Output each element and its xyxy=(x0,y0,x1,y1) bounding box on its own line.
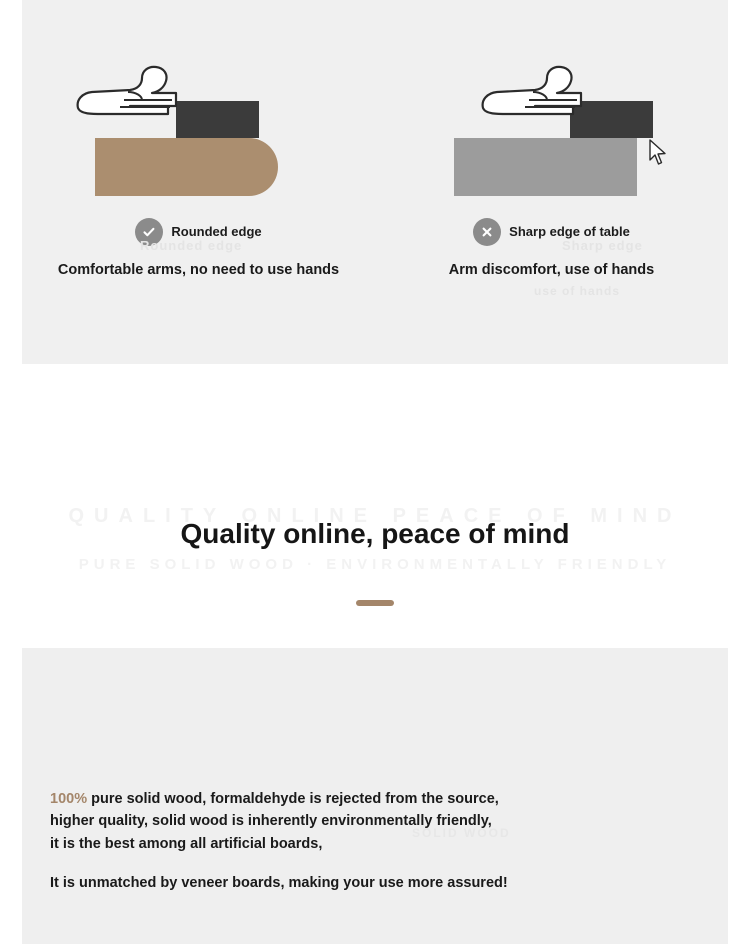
ghost-text-body: SOLID WOOD xyxy=(412,826,511,840)
ghost-text-right-2: use of hands xyxy=(534,284,621,298)
description-text xyxy=(50,788,670,891)
hand-icon-right xyxy=(477,62,597,132)
cursor-icon xyxy=(647,138,669,168)
ghost-text-right: Sharp edge xyxy=(562,238,643,253)
description-line-3: it is the best among all artificial boards, xyxy=(50,835,323,852)
heading-ghost-below: PURE SOLID WOOD · ENVIRONMENTALLY FRIENDLY xyxy=(78,556,672,573)
description-line-2: higher quality, solid wood is inherently environmentally friendly, xyxy=(50,813,492,830)
description-emphasis: It is unmatched by veneer boards, making your use more assured! xyxy=(50,875,508,892)
heading-ghost-above: QUALITY ONLINE PEACE OF MIND xyxy=(68,505,682,527)
x-circle-icon xyxy=(473,218,501,246)
badge-row-bad xyxy=(375,218,728,246)
highlight-percent: 100% xyxy=(50,791,88,807)
illustration-rounded-edge xyxy=(22,58,375,208)
comparison-column-good xyxy=(22,0,375,364)
comparison-panel xyxy=(22,0,728,364)
ghost-text-left: Rounded edge xyxy=(140,238,243,253)
badge-row-good xyxy=(22,218,375,246)
description-panel xyxy=(22,648,728,944)
illustration-sharp-edge xyxy=(375,58,728,208)
caption-bad: Arm discomfort, use of hands xyxy=(448,262,655,278)
table-slab-rounded xyxy=(95,138,278,196)
comparison-column-bad xyxy=(375,0,728,364)
check-circle-icon xyxy=(135,218,163,246)
page-title: Quality online, peace of mind xyxy=(180,518,570,549)
table-slab-sharp xyxy=(454,138,637,196)
description-line-1-rest: pure solid wood, formaldehyde is rejected from the source, xyxy=(87,791,499,807)
badge-label-good: Rounded edge xyxy=(171,223,262,239)
caption-good: Comfortable arms, no need to use hands xyxy=(57,262,340,278)
section-heading xyxy=(0,470,750,645)
heading-divider xyxy=(356,600,394,606)
description-line-1 xyxy=(50,788,670,810)
badge-label-bad: Sharp edge of table xyxy=(509,223,630,239)
hand-icon xyxy=(72,62,192,132)
